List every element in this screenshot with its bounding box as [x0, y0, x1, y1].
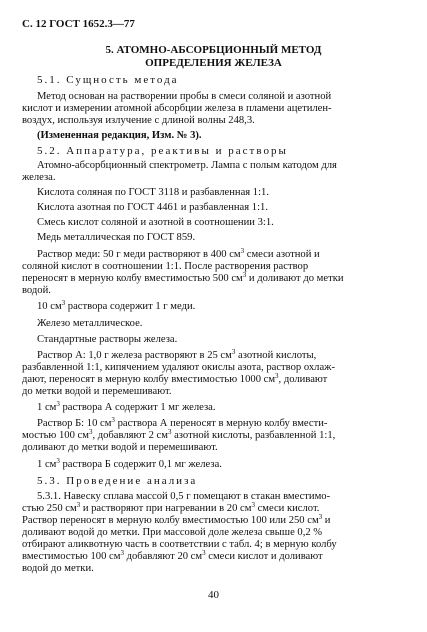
section-title-line1: 5. АТОМНО-АБСОРБЦИОННЫЙ МЕТОД	[105, 44, 322, 56]
superscript: 3	[88, 428, 93, 436]
superscript: 3	[231, 348, 236, 356]
running-header: С. 12 ГОСТ 1652.3—77	[22, 18, 135, 30]
text-span: Раствор Б: 10 см	[37, 418, 112, 429]
text-span: Раствор меди: 50 г меди растворяют в 400 см	[37, 249, 241, 260]
page-number: 40	[208, 589, 219, 601]
superscript: 3	[56, 457, 60, 465]
text-span: и доливают до метки	[246, 273, 344, 284]
text-span: , добавляют 2 см	[92, 430, 168, 441]
superscript: 3	[61, 299, 66, 307]
text-line: Кислота азотная по ГОСТ 4461 и разбавленная 1:1.	[37, 202, 268, 213]
heading-5-3: 5.3. Проведение анализа	[37, 475, 198, 487]
text-span: раствора А переносят в мерную колбу вмести-	[114, 418, 328, 429]
text-span: 1 см	[37, 459, 57, 470]
text-line: доливают водой до метки. При массовой доле железа свыше 0,2 %	[22, 527, 323, 538]
text-line: воздух, используя излучение с длиной волны 248,3.	[22, 115, 255, 126]
text-line	[37, 301, 195, 313]
text-line	[22, 515, 330, 527]
text-span: переносят в мерную колбу вместимостью 500 см	[22, 273, 243, 284]
text-line: соляной кислот в соотношении 1:1. После растворения раствор	[22, 261, 309, 272]
text-line	[22, 273, 344, 285]
text-line	[37, 459, 222, 471]
text-line	[22, 551, 323, 563]
heading-5-1: 5.1. Сущность метода	[37, 74, 179, 86]
text-span: Раствор переносят в мерную колбу вместимостью 100 или 250 см	[22, 515, 319, 526]
text-span: и	[322, 515, 331, 526]
text-line: кислот и измерении атомной абсорбции железа в пламени ацетилен-	[22, 103, 332, 114]
superscript: 3	[251, 501, 255, 509]
text-line: Железо металлическое.	[37, 318, 143, 329]
superscript: 3	[111, 416, 115, 424]
text-span: раствора содержит 1 г меди.	[65, 301, 196, 312]
text-line	[37, 418, 327, 430]
heading-5-2: 5.2. Аппаратура, реактивы и растворы	[37, 145, 288, 157]
superscript: 3	[275, 372, 279, 380]
text-line: доливают до метки водой и перемешивают.	[22, 442, 218, 453]
superscript: 3	[318, 513, 323, 521]
text-line	[22, 374, 327, 386]
text-line	[37, 350, 316, 362]
superscript: 3	[56, 400, 60, 408]
text-line: до метки водой и перемешивают.	[22, 386, 172, 397]
text-line: водой до метки.	[22, 563, 94, 574]
text-line: Медь металлическая по ГОСТ 859.	[37, 232, 196, 243]
text-span: , доливают	[278, 374, 328, 385]
text-span: 1 см	[37, 402, 57, 413]
text-span: добавляют 20 см	[123, 551, 203, 562]
section-title-line2: ОПРЕДЕЛЕНИЯ ЖЕЛЕЗА	[145, 57, 282, 69]
superscript: 3	[167, 428, 172, 436]
text-line: отбирают аликвотную часть в соответствии с табл. 4; в мерную колбу	[22, 539, 337, 550]
text-span: раствора Б содержит 0,1 мг железа.	[59, 459, 222, 470]
text-span: смеси кислот.	[254, 503, 320, 514]
text-span: азотной кислоты,	[235, 350, 317, 361]
text-line: Кислота соляная по ГОСТ 3118 и разбавленная 1:1.	[37, 187, 269, 198]
superscript: 3	[242, 271, 247, 279]
text-span: и растворяют при нагревании в 20 см	[80, 503, 252, 514]
text-line	[22, 430, 335, 442]
text-span: Раствор А: 1,0 г железа растворяют в 25 см	[37, 350, 232, 361]
text-span: 10 см	[37, 301, 62, 312]
text-line: разбавленной 1:1, кипячением удаляют окислы азота, раствор охлаж-	[22, 362, 335, 373]
text-span: азотной кислоты, разбавленной 1:1,	[171, 430, 336, 441]
text-line	[22, 503, 319, 515]
text-line	[37, 402, 216, 414]
text-line: Атомно-абсорбционный спектрометр. Лампа с полым катодом для	[37, 160, 337, 171]
text-span: смеси кислот и доливают	[205, 551, 323, 562]
text-line: Стандартные растворы железа.	[37, 334, 178, 345]
text-span: мостью 100 см	[22, 430, 89, 441]
text-line: Смесь кислот соляной и азотной в соотношении 3:1.	[37, 217, 274, 228]
text-line: 5.3.1. Навеску сплава массой 0,5 г помещают в стакан вместимо-	[37, 491, 331, 502]
text-line	[37, 249, 320, 261]
text-line: водой.	[22, 285, 51, 296]
superscript: 3	[240, 247, 245, 255]
text-span: смеси азотной и	[244, 249, 320, 260]
superscript: 3	[76, 501, 81, 509]
text-span: раствора А содержит 1 мг железа.	[59, 402, 216, 413]
amendment-note: (Измененная редакция, Изм. № 3).	[37, 130, 202, 141]
text-span: вместимостью 100 см	[22, 551, 121, 562]
superscript: 3	[120, 549, 124, 557]
superscript: 3	[202, 549, 206, 557]
text-span: стью 250 см	[22, 503, 77, 514]
text-line: железа.	[22, 172, 56, 183]
text-span: дают, переносят в мерную колбу вместимостью 1000 см	[22, 374, 276, 385]
text-line: Метод основан на растворении пробы в смеси соляной и азотной	[37, 91, 332, 102]
